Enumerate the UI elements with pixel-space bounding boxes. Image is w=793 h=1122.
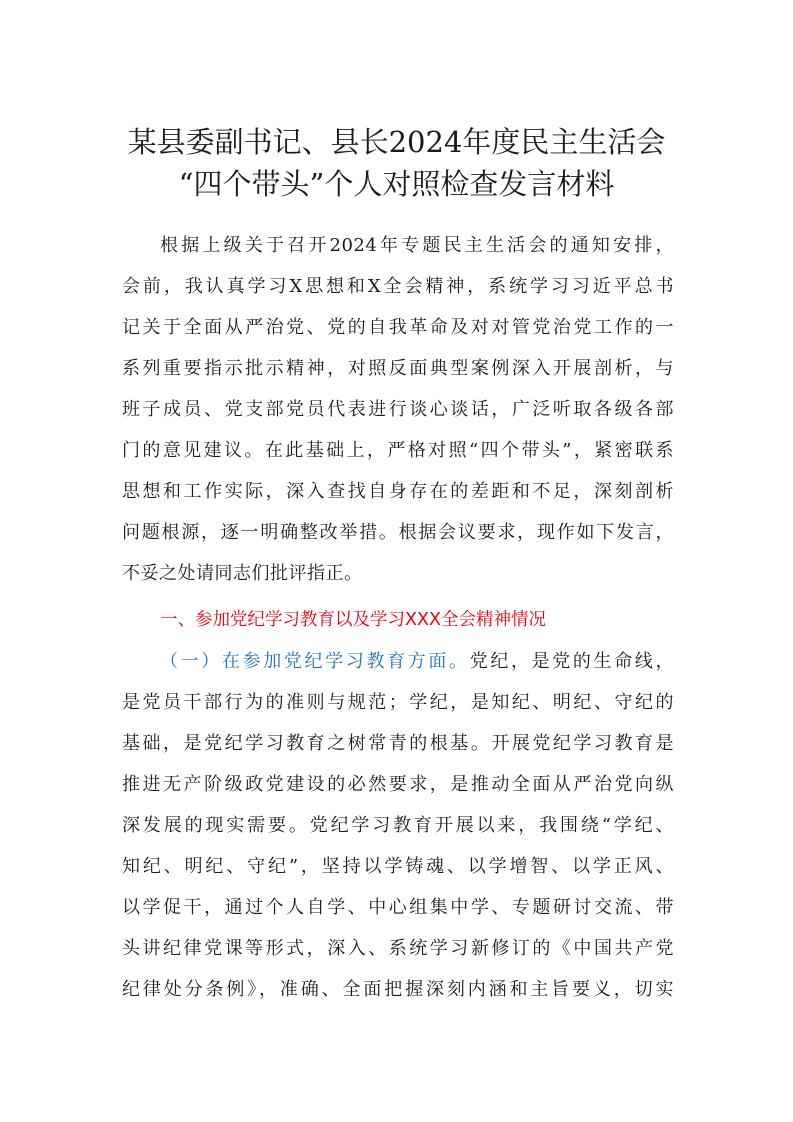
subsection-label: （一）在参加党纪学习教育方面。 [160, 651, 470, 672]
subsection-first-line-rest: 党纪，是党的生命线， [469, 651, 674, 672]
intro-line: 问题根源，逐一明确整改举措。根据会议要求，现作如下发言， [122, 522, 674, 543]
body-line: 知纪、明纪、守纪”，坚持以学铸魂、以学增智、以学正风、 [122, 856, 674, 877]
subsection-first-line [160, 648, 674, 676]
intro-line: 思想和工作实际，深入查找自身存在的差距和不足，深刻剖析 [122, 481, 674, 502]
body-line: 推进无产阶级政党建设的必然要求，是推动全面从严治党向纵 [122, 774, 674, 795]
intro-line: 系列重要指示批示精神，对照反面典型案例深入开展剖析，与 [122, 358, 674, 379]
body-line: 纪律处分条例》，准确、全面把握深刻内涵和主旨要义，切实 [122, 979, 674, 1000]
intro-line: 不妥之处请同志们批评指正。 [122, 563, 363, 584]
body-line: 头讲纪律党课等形式，深入、系统学习新修订的《中国共产党 [122, 938, 674, 959]
document-title-line-2: “四个带头”个人对照检查发言材料 [178, 167, 615, 201]
intro-line: 班子成员、党支部党员代表进行谈心谈话，广泛听取各级各部 [122, 399, 674, 420]
body-line: 以学促干，通过个人自学、中心组集中学、专题研讨交流、带 [122, 897, 674, 918]
document-title-line-1: 某县委副书记、县长2024年度民主生活会 [127, 125, 666, 159]
intro-line: 门的意见建议。在此基础上，严格对照“四个带头”，紧密联系 [122, 440, 674, 461]
intro-line: 记关于全面从严治党、党的自我革命及对对管党治党工作的一 [122, 317, 674, 338]
body-line: 深发展的现实需要。党纪学习教育开展以来，我围绕“学纪、 [122, 815, 674, 836]
intro-line: 根据上级关于召开2024年专题民主生活会的通知安排， [160, 235, 674, 256]
intro-line: 会前，我认真学习X思想和X全会精神，系统学习习近平总书 [122, 276, 674, 297]
body-line: 是党员干部行为的准则与规范；学纪，是知纪、明纪、守纪的 [122, 692, 674, 713]
section-heading: 一、参加党纪学习教育以及学习XXX全会精神情况 [160, 610, 546, 630]
body-line: 基础，是党纪学习教育之树常青的根基。开展党纪学习教育是 [122, 733, 674, 754]
